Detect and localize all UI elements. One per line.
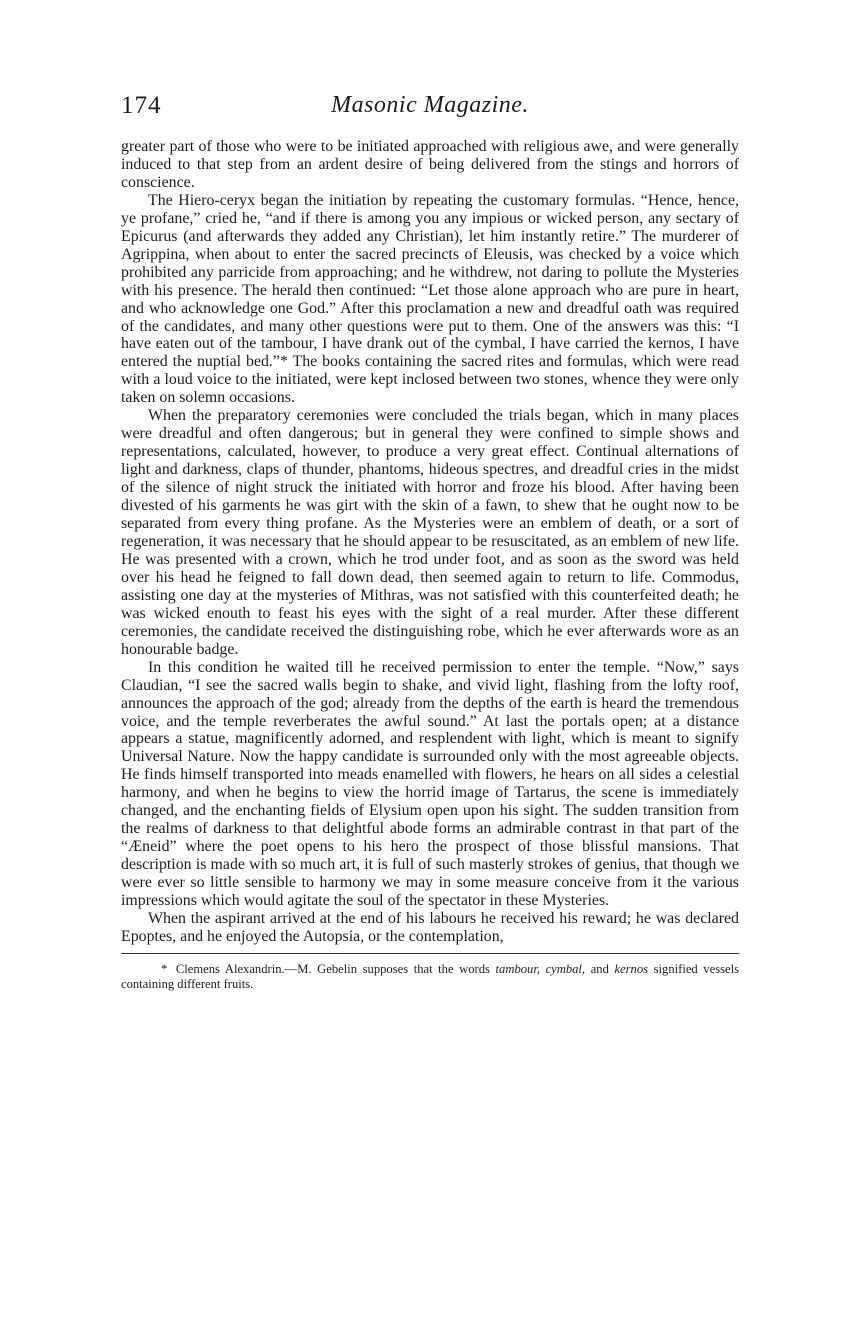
paragraph-1: greater part of those who were to be initiated approached with religious awe, and were generally induced to that step from an ardent desire of being delivered from the stings and horrors of conscience. <box>121 138 739 191</box>
footnote-text-after: signified vessels containing different fruits. <box>121 961 739 991</box>
body-text <box>121 138 739 946</box>
footnote-text-before: Clemens Alexandrin.—M. Gebelin supposes that the words <box>175 961 490 976</box>
footnote <box>121 962 739 992</box>
footnote-italic-words: tambour, cymbal, <box>495 961 586 976</box>
page-header <box>121 92 739 126</box>
footnote-marker: * <box>161 961 168 976</box>
page <box>121 92 739 992</box>
footnote-rule <box>121 953 739 954</box>
page-number: 174 <box>121 92 162 119</box>
paragraph-2: The Hiero-ceryx began the initiation by repeating the customary formulas. “Hence, hence, ye profane,” cried he, “and if there is among you any impious or wicked person, any sectary of Epicurus (and afterwards they added any Christian), let him instantly retire.” The murderer of Agrippina, when about to enter the sacred precincts of Eleusis, was checked by a voice which prohibited any parricide from approaching; and he withdrew, not daring to pollute the Mysteries with his presence. The herald then continued: “Let those alone approach who are pure in heart, and who acknowledge one God.” After this proclamation a new and dreadful oath was required of the candidates, and many other questions were put to them. One of the answers was this: “I have eaten out of the tambour, I have drank out of the cymbal, I have carried the kernos, I have entered the nuptial bed.”* The books containing the sacred rites and formulas, which were read with a loud voice to the initiated, were kept inclosed between two stones, whence they were only taken on solemn occasions. <box>121 191 739 407</box>
paragraph-3: When the preparatory ceremonies were concluded the trials began, which in many places were dreadful and often dangerous; but in general they were confined to simple shows and representations, calculated, however, to produce a very great effect. Continual alternations of light and darkness, claps of thunder, phantoms, hideous spectres, and dreadful cries in the midst of the silence of night struck the initiated with horror and froze his blood. After having been divested of his garments he was girt with the skin of a fawn, to shew that he ought now to be separated from every thing profane. As the Mysteries were an emblem of death, or a sort of regeneration, it was necessary that he should appear to be resuscitated, as an emblem of new life. He was presented with a crown, which he trod under foot, and as soon as the sword was held over his head he feigned to fall down dead, then seemed again to return to life. Commodus, assisting one day at the mysteries of Mithras, was not satisfied with this counterfeited death; he was wicked enouth to feast his eyes with the sight of a real murder. After these different ceremonies, the candidate received the distinguishing robe, which he ever afterwards wore as an honourable badge. <box>121 407 739 658</box>
footnote-text-and: and <box>590 961 609 976</box>
running-title: Masonic Magazine. <box>331 92 529 118</box>
footnote-italic-word-kernos: kernos <box>614 961 649 976</box>
paragraph-4: In this condition he waited till he received permission to enter the temple. “Now,” says Claudian, “I see the sacred walls begin to shake, and vivid light, flashing from the lofty roof, announces the approach of the god; already from the depths of the earth is heard the tremendous voice, and the temple reverberates the awful sound.” At last the portals open; at a distance appears a statue, magnificently adorned, and resplendent with light, which is meant to signify Universal Nature. Now the happy candidate is surrounded only with the most agreeable objects. He finds himself transported into meads enamelled with flowers, he hears on all sides a celestial harmony, and when he begins to view the horrid image of Tartarus, the scene is immediately changed, and the enchanting fields of Elysium open upon his sight. The sudden transition from the realms of darkness to that delightful abode forms an admirable contrast in that part of the “Æneid” where the poet opens to his hero the prospect of those blissful mansions. That description is made with so much art, it is full of such masterly strokes of genius, that though we were ever so little sensible to harmony we may in some measure conceive from it the various impressions which would agitate the soul of the spectator in these Mysteries. <box>121 658 739 910</box>
paragraph-5: When the aspirant arrived at the end of his labours he received his reward; he was declared Epoptes, and he enjoyed the Autopsia, or the contemplation, <box>121 909 739 945</box>
